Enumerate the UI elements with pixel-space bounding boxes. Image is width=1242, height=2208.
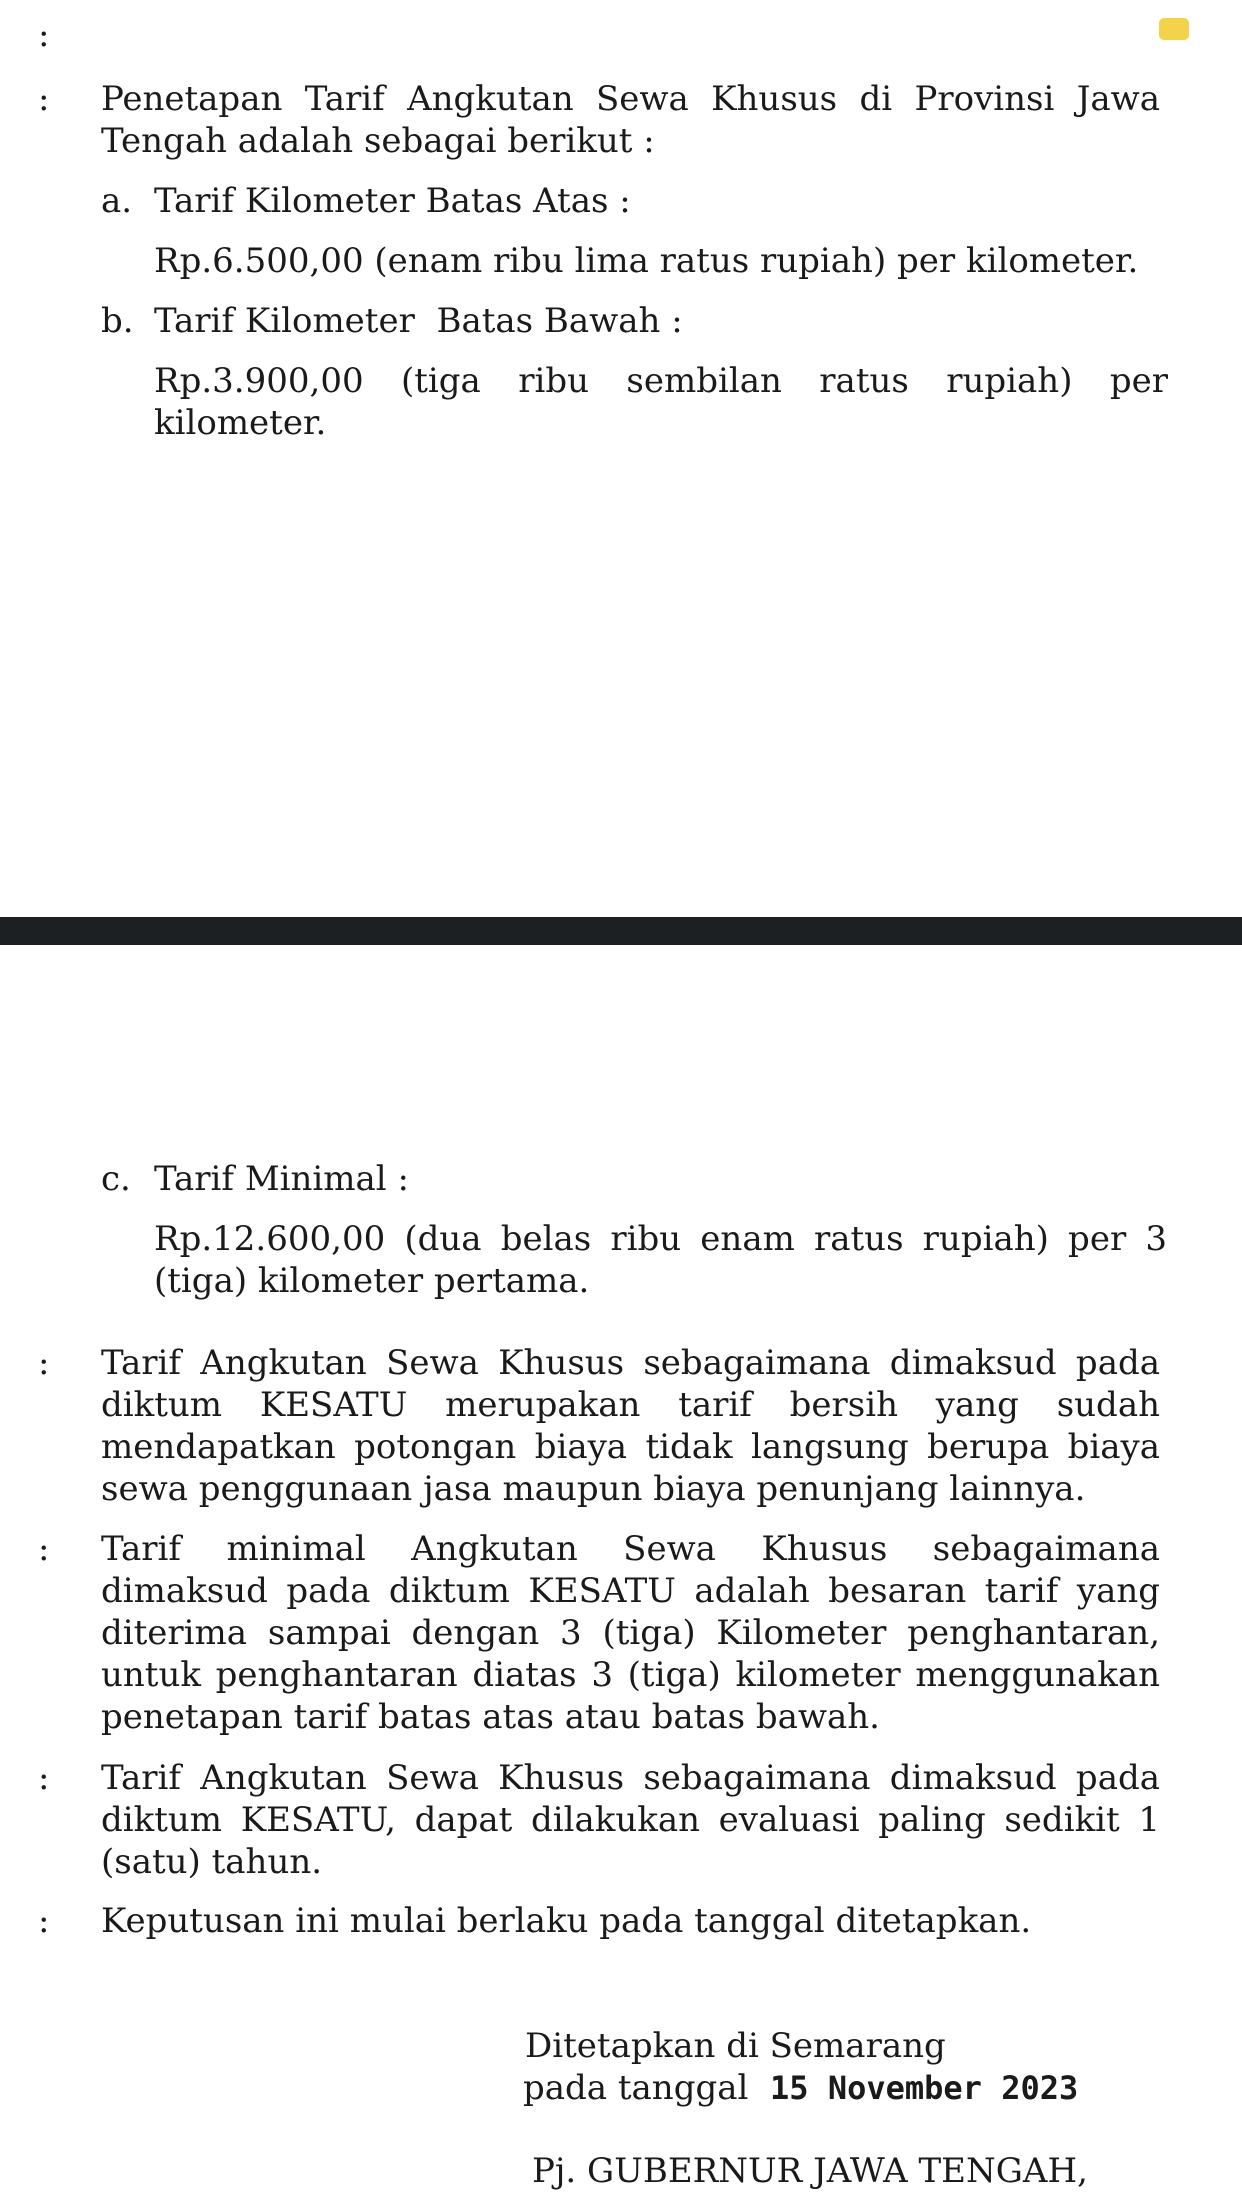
document-page-1 [0, 0, 1242, 917]
signature-date-label: pada tanggal [523, 2068, 749, 2108]
item-c-letter: c. [101, 1159, 131, 1199]
clause-colon: : [38, 1901, 50, 1941]
item-c-detail: Rp.12.600,00 (dua belas ribu enam ratus rupiah) per 3 (tiga) kilometer pertama. [154, 1219, 1167, 1301]
item-c-title: Tarif Minimal : [154, 1159, 409, 1199]
item-a-detail: Rp.6.500,00 (enam ribu lima ratus rupiah) per kilometer. [154, 241, 1139, 281]
item-b-title: Tarif Kilometer Batas Bawah : [154, 301, 683, 341]
intro-paragraph: Penetapan Tarif Angkutan Sewa Khusus di Provinsi Jawa Tengah adalah sebagai berikut : [101, 79, 1160, 161]
clause-colon: : [38, 1529, 50, 1569]
clause-colon: : [38, 1758, 50, 1798]
item-a-letter: a. [101, 181, 133, 221]
document-page-2 [0, 945, 1242, 2208]
item-a-title: Tarif Kilometer Batas Atas : [154, 181, 631, 221]
signature-date-value: 15 November 2023 [770, 2069, 1079, 2107]
item-b-letter: b. [101, 301, 134, 341]
signature-date-line [523, 2067, 1223, 2109]
signature-official-title: Pj. GUBERNUR JAWA TENGAH, [532, 2151, 1088, 2191]
signature-place: Ditetapkan di Semarang [525, 2026, 946, 2066]
item-b-detail: Rp.3.900,00 (tiga ribu sembilan ratus rupiah) per kilometer. [154, 361, 1168, 443]
clause-paragraph-4: Keputusan ini mulai berlaku pada tanggal ditetapkan. [101, 1901, 1032, 1941]
top-colon: : [38, 15, 50, 55]
clause-paragraph-3: Tarif Angkutan Sewa Khusus sebagaimana dimaksud pada diktum KESATU, dapat dilakukan evaluasi paling sedikit 1 (satu) tahun. [101, 1758, 1160, 1882]
page-divider [0, 917, 1242, 945]
clause-colon: : [38, 79, 50, 119]
clause-paragraph-1: Tarif Angkutan Sewa Khusus sebagaimana dimaksud pada diktum KESATU merupakan tarif bersih yang sudah mendapatkan potongan biaya tidak langsung berupa biaya sewa penggunaan jasa maupun biaya penunjang lainnya. [101, 1343, 1160, 1509]
clause-colon: : [38, 1343, 50, 1383]
clause-paragraph-2: Tarif minimal Angkutan Sewa Khusus sebagaimana dimaksud pada diktum KESATU adalah besaran tarif yang diterima sampai dengan 3 (tiga) Kilometer penghantaran, untuk penghantaran diatas 3 (tiga) kilometer menggunakan penetapan tarif batas atas atau batas bawah. [101, 1529, 1160, 1737]
note-marker-icon[interactable] [1159, 18, 1189, 40]
